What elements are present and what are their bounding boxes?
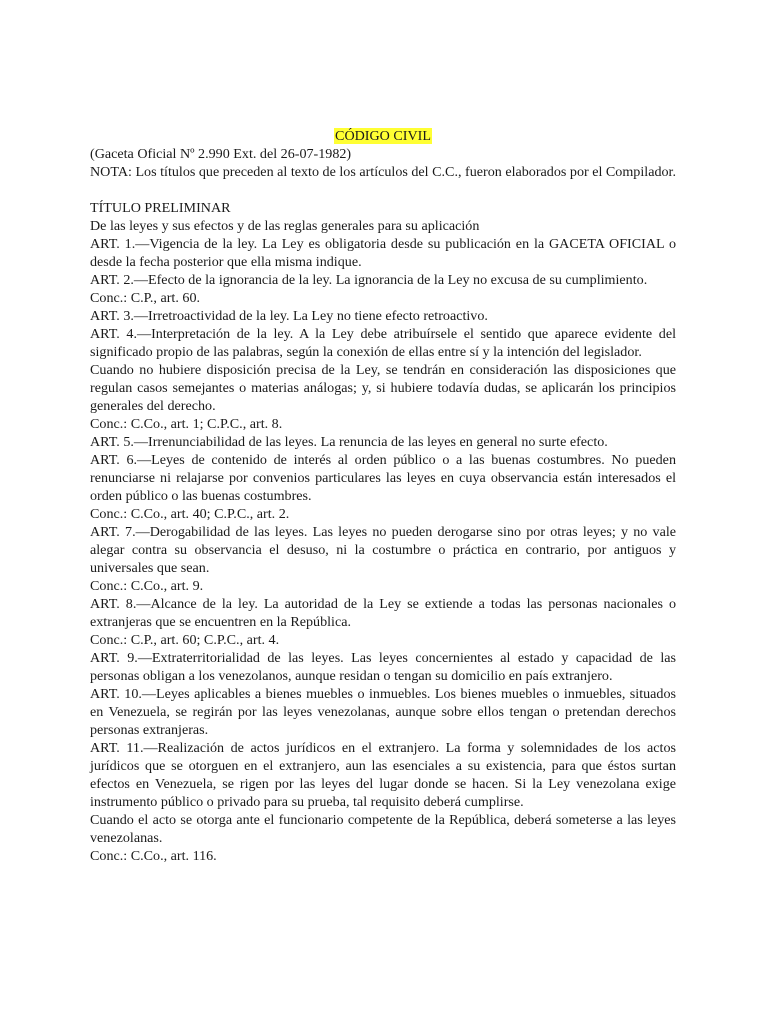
concordance-art-2: Conc.: C.P., art. 60. bbox=[90, 290, 201, 306]
paragraph-art-7: ART. 7.—Derogabilidad de las leyes. Las leyes no pueden derogarse sino por otras leyes; y no vale alegar contra su observancia el desuso, ni la costumbre o práctica en contrario, por antiguos y universales que sean. bbox=[90, 524, 676, 576]
paragraph-art-9: ART. 9.—Extraterritorialidad de las leyes. Las leyes concernientes al estado y capacidad de las personas obligan a los venezolanos, aunque residan o tengan su domicilio en país extranjero. bbox=[90, 650, 676, 684]
concordance-art-4: Conc.: C.Co., art. 1; C.P.C., art. 8. bbox=[90, 416, 283, 432]
paragraph-art-3: ART. 3.—Irretroactividad de la ley. La Ley no tiene efecto retroactivo. bbox=[90, 308, 488, 324]
title-row bbox=[90, 127, 676, 145]
paragraph-art-11-cont: Cuando el acto se otorga ante el funcionario competente de la República, deberá someterse a las leyes venezolanas. bbox=[90, 812, 676, 846]
paragraph-art-4: ART. 4.—Interpretación de la ley. A la Ley debe atribuírsele el sentido que aparece evidente del significado propio de las palabras, según la conexión de ellas entre sí y la intención del legislador. bbox=[90, 326, 676, 360]
concordance-art-6: Conc.: C.Co., art. 40; C.P.C., art. 2. bbox=[90, 506, 290, 522]
document-title: CÓDIGO CIVIL bbox=[335, 128, 431, 144]
section-subtitle: De las leyes y sus efectos y de las reglas generales para su aplicación bbox=[90, 218, 480, 234]
document-body bbox=[90, 127, 676, 865]
gaceta-reference: (Gaceta Oficial Nº 2.990 Ext. del 26-07-1982) bbox=[90, 146, 352, 162]
section-title: TÍTULO PRELIMINAR bbox=[90, 200, 231, 216]
paragraph-art-4-cont: Cuando no hubiere disposición precisa de la Ley, se tendrán en consideración las disposiciones que regulan casos semejantes o materias análogas; y, si hubiere todavía dudas, se aplicarán los principios generales del derecho. bbox=[90, 362, 676, 414]
paragraph-art-1: ART. 1.—Vigencia de la ley. La Ley es obligatoria desde su publicación en la GACETA OFICIAL o desde la fecha posterior que ella misma indique. bbox=[90, 236, 676, 270]
paragraph-art-8: ART. 8.—Alcance de la ley. La autoridad de la Ley se extiende a todas las personas nacionales o extranjeras que se encuentren en la República. bbox=[90, 596, 676, 630]
paragraph-art-10: ART. 10.—Leyes aplicables a bienes muebles o inmuebles. Los bienes muebles o inmuebles, situados en Venezuela, se regirán por las leyes venezolanas, aunque sobre ellos tengan o pretendan derechos personas extranjeras. bbox=[90, 686, 676, 738]
paragraph-art-11: ART. 11.—Realización de actos jurídicos en el extranjero. La forma y solemnidades de los actos jurídicos que se otorguen en el extranjero, aun las esenciales a su existencia, para que éstos surtan efectos en Venezuela, se rigen por las leyes del lugar donde se hacen. Si la Ley venezolana exige instrumento público o privado para su prueba, tal requisito deberá cumplirse. bbox=[90, 740, 676, 810]
concordance-art-8: Conc.: C.P., art. 60; C.P.C., art. 4. bbox=[90, 632, 280, 648]
blank-line bbox=[90, 181, 676, 199]
concordance-art-11: Conc.: C.Co., art. 116. bbox=[90, 848, 217, 864]
compiler-note: NOTA: Los títulos que preceden al texto de los artículos del C.C., fueron elaborados por el Compilador. bbox=[90, 164, 676, 180]
paragraph-art-5: ART. 5.—Irrenunciabilidad de las leyes. La renuncia de las leyes en general no surte efecto. bbox=[90, 434, 608, 450]
paragraph-art-6: ART. 6.—Leyes de contenido de interés al orden público o a las buenas costumbres. No pueden renunciarse ni relajarse por convenios particulares las leyes en cuya observancia están interesados el orden público o las buenas costumbres. bbox=[90, 452, 676, 504]
paragraph-art-2: ART. 2.—Efecto de la ignorancia de la ley. La ignorancia de la Ley no excusa de su cumplimiento. bbox=[90, 272, 648, 288]
concordance-art-7: Conc.: C.Co., art. 9. bbox=[90, 578, 204, 594]
